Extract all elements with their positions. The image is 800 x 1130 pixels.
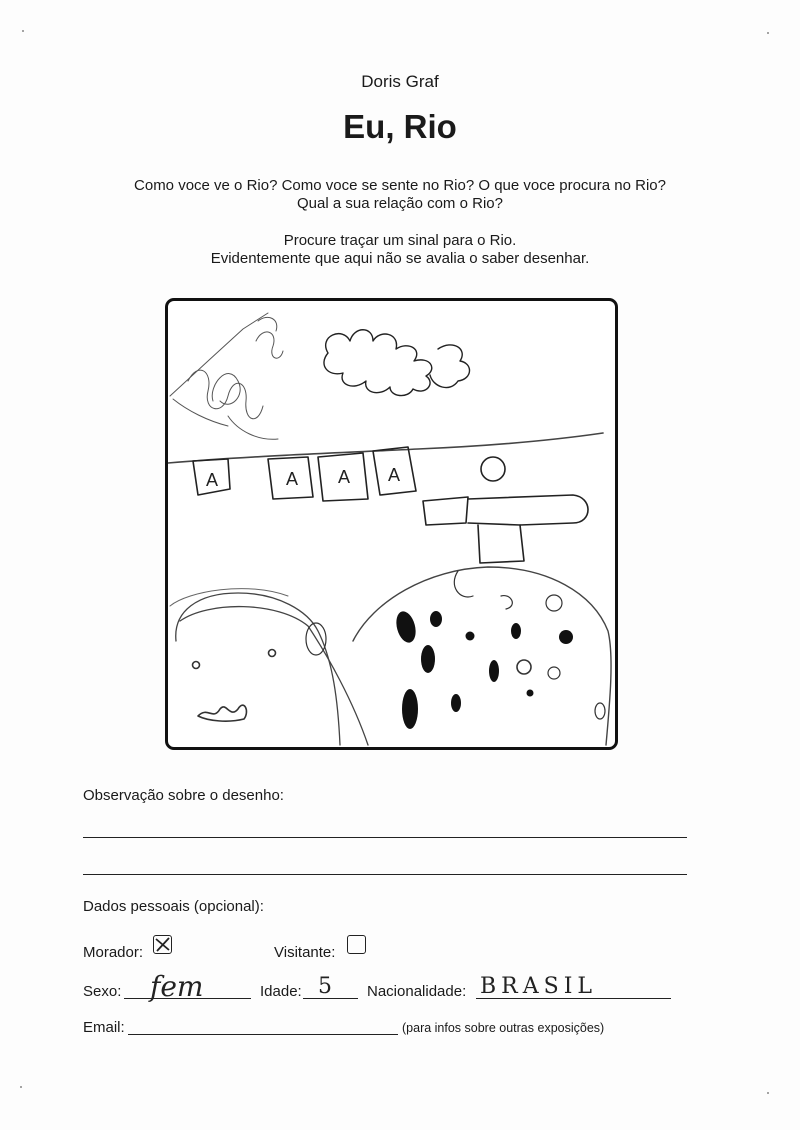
flag-letter: A xyxy=(388,465,401,485)
scan-speck xyxy=(767,1092,769,1094)
scribble-mountain xyxy=(170,313,283,439)
author-name: Doris Graf xyxy=(361,72,439,91)
resident-label: Morador: xyxy=(83,944,144,961)
personal-data-heading: Dados pessoais (opcional): xyxy=(83,898,264,915)
sex-label: Sexo: xyxy=(83,983,122,1000)
resident-checkbox[interactable] xyxy=(153,935,172,954)
age-field[interactable]: 5 xyxy=(318,974,332,999)
nationality-field[interactable]: BRASIL xyxy=(480,974,597,999)
dome-drawing xyxy=(353,567,615,745)
age-label: Idade: xyxy=(260,983,302,1000)
observation-line-1[interactable] xyxy=(83,837,687,838)
instruction-line-2: Evidentemente que aqui não se avalia o saber desenhar. xyxy=(210,250,590,267)
flag-letter: A xyxy=(338,467,351,487)
visitor-label: Visitante: xyxy=(274,944,336,961)
flag-letter: A xyxy=(206,470,219,490)
email-label: Email: xyxy=(83,1019,125,1036)
sex-field[interactable]: fem xyxy=(150,970,204,1003)
observation-line-2[interactable] xyxy=(83,874,687,875)
nationality-label: Nacionalidade: xyxy=(367,983,467,1000)
visitor-checkbox[interactable] xyxy=(347,935,366,954)
email-field[interactable] xyxy=(128,1034,398,1035)
horizon-line xyxy=(168,433,603,463)
drawing-frame xyxy=(165,298,618,750)
scan-speck xyxy=(20,1086,22,1088)
flag-letter: A xyxy=(286,469,299,489)
cloud-scribble xyxy=(324,330,432,396)
child-drawing xyxy=(168,301,615,747)
email-note: (para infos sobre outras exposições) xyxy=(402,1021,605,1035)
question-line-1: Como voce ve o Rio? Como voce se sente no Rio? O que voce procura no Rio? xyxy=(134,177,666,194)
page-title: Eu, Rio xyxy=(343,108,457,145)
face-drawing xyxy=(170,589,368,745)
instruction-line-1: Procure traçar um sinal para o Rio. xyxy=(283,232,517,249)
question-line-2: Qual a sua relação com o Rio? xyxy=(297,195,503,212)
check-x-icon xyxy=(154,936,171,953)
scan-speck xyxy=(22,30,24,32)
observation-label: Observação sobre o desenho: xyxy=(83,787,284,804)
scan-speck xyxy=(767,32,769,34)
